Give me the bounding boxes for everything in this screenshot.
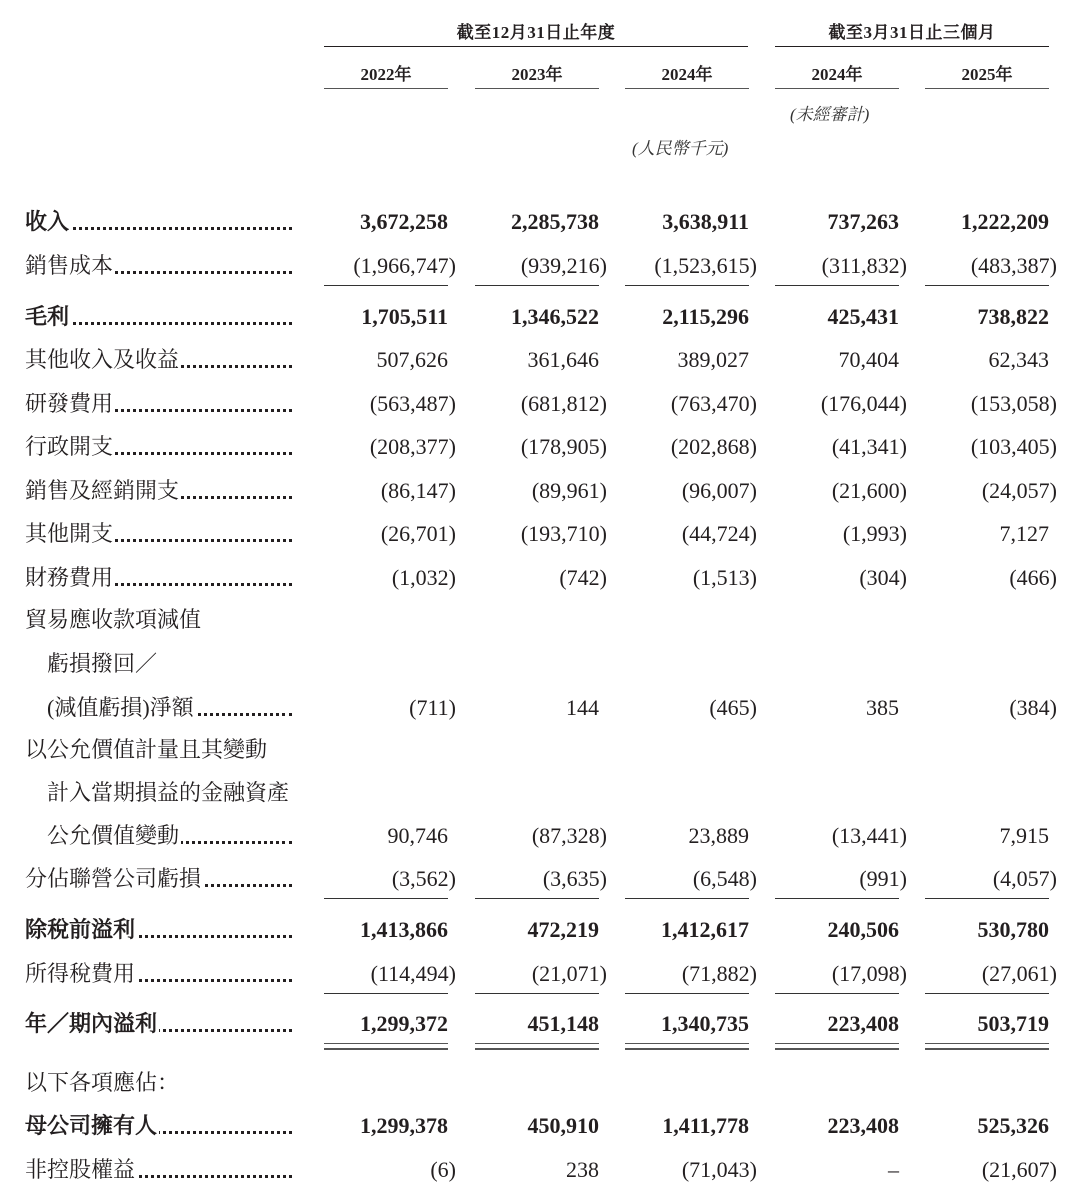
row-label-text: 其他收入及收益	[25, 347, 180, 372]
currency-note: (人民幣千元)	[632, 139, 729, 158]
column-2024-q1	[775, 60, 899, 85]
value-cell	[625, 857, 757, 900]
value-cell	[775, 469, 907, 512]
year-rule	[925, 88, 1049, 89]
value-cell	[324, 425, 456, 468]
year-label: 2022年	[360, 65, 412, 84]
value-text: (4,057)	[992, 866, 1057, 891]
value-text: (17,098)	[831, 961, 907, 986]
value-cell	[925, 556, 1057, 599]
value-text: (304)	[859, 565, 907, 590]
value-cell	[324, 814, 448, 857]
value-text: (24,057)	[981, 478, 1057, 503]
value-cell	[925, 425, 1057, 468]
value-cell	[775, 200, 899, 243]
subtotal-rule	[775, 993, 899, 994]
row-label	[47, 814, 300, 857]
value-text: 7,127	[999, 521, 1049, 546]
value-cell	[925, 1148, 1057, 1191]
value-text: (86,147)	[380, 478, 456, 503]
value-text: (1,032)	[391, 565, 456, 590]
table-row	[0, 469, 1080, 512]
header-annual-rule	[324, 46, 748, 47]
value-text: (44,724)	[681, 521, 757, 546]
value-text: 3,672,258	[360, 209, 448, 234]
value-cell	[324, 686, 456, 729]
value-cell	[925, 512, 1049, 555]
value-text: 450,910	[527, 1113, 599, 1138]
value-cell	[625, 382, 757, 425]
row-label	[25, 512, 300, 555]
total-double-rule	[625, 1043, 749, 1050]
column-2022	[324, 60, 448, 85]
value-text: 738,822	[977, 304, 1049, 329]
value-text: 2,285,738	[511, 209, 599, 234]
value-text: (939,216)	[520, 253, 607, 278]
value-text: (208,377)	[369, 434, 456, 459]
value-cell	[775, 512, 907, 555]
value-cell	[324, 382, 456, 425]
value-cell	[775, 1104, 899, 1147]
table-row	[0, 952, 1080, 995]
value-text: (6)	[430, 1157, 456, 1182]
value-text: (3,635)	[542, 866, 607, 891]
column-2023	[475, 60, 599, 85]
value-cell	[775, 295, 899, 338]
row-label	[25, 469, 300, 512]
row-label	[47, 771, 300, 814]
row-label-text: 收入	[25, 209, 70, 234]
value-cell	[625, 295, 749, 338]
value-cell	[775, 952, 907, 995]
table-row	[0, 425, 1080, 468]
value-text: (742)	[559, 565, 607, 590]
row-label	[25, 908, 300, 951]
value-text: (465)	[709, 695, 757, 720]
table-row	[0, 295, 1080, 338]
value-cell	[324, 1104, 448, 1147]
value-text: (96,007)	[681, 478, 757, 503]
row-label-text: 所得稅費用	[25, 961, 136, 986]
row-label-text: 非控股權益	[25, 1157, 136, 1182]
row-label-text: 年／期內溢利	[25, 1011, 158, 1036]
value-text: (13,441)	[831, 823, 907, 848]
table-row	[0, 200, 1080, 243]
value-text: (89,961)	[531, 478, 607, 503]
value-text: 2,115,296	[662, 304, 749, 329]
value-cell	[475, 512, 607, 555]
row-label	[47, 642, 300, 685]
value-text: 23,889	[688, 823, 749, 848]
value-text: (6,548)	[692, 866, 757, 891]
value-text: (114,494)	[370, 961, 456, 986]
value-cell	[925, 814, 1049, 857]
value-cell	[475, 952, 607, 995]
value-cell	[925, 1002, 1049, 1045]
value-text: (27,061)	[981, 961, 1057, 986]
subtotal-rule	[324, 993, 448, 994]
row-label	[25, 952, 300, 995]
value-cell	[324, 338, 448, 381]
value-text: (176,044)	[820, 391, 907, 416]
row-label	[25, 1104, 300, 1147]
value-text: 503,719	[977, 1011, 1049, 1036]
value-text: (71,043)	[681, 1157, 757, 1182]
value-cell	[625, 338, 749, 381]
value-cell	[324, 1002, 448, 1045]
value-text: 1,705,511	[361, 304, 448, 329]
header-quarter-label: 截至3月31日止三個月	[828, 23, 996, 42]
row-label-text: 銷售成本	[25, 253, 114, 278]
value-text: (41,341)	[831, 434, 907, 459]
value-cell	[775, 686, 899, 729]
value-text: (1,523,615)	[654, 253, 757, 278]
row-label	[47, 686, 300, 729]
value-text: (991)	[859, 866, 907, 891]
value-text: 3,638,911	[662, 209, 749, 234]
row-label-text: (減值虧損)淨額	[47, 695, 194, 720]
header-annual-group	[324, 18, 748, 43]
value-text: 1,413,866	[360, 917, 448, 942]
value-text: (178,905)	[520, 434, 607, 459]
value-text: 1,299,378	[360, 1113, 448, 1138]
table-row	[0, 1104, 1080, 1147]
value-text: (711)	[409, 695, 456, 720]
value-cell	[625, 512, 757, 555]
value-cell	[475, 686, 599, 729]
value-text: 1,411,778	[662, 1113, 749, 1138]
value-text: (21,600)	[831, 478, 907, 503]
value-text: (483,387)	[970, 253, 1057, 278]
row-label	[25, 556, 300, 599]
subtotal-rule	[925, 285, 1049, 286]
value-text: 1,346,522	[511, 304, 599, 329]
value-cell	[925, 952, 1057, 995]
row-label-text: 研發費用	[25, 391, 114, 416]
value-cell	[324, 556, 456, 599]
value-cell	[625, 1148, 757, 1191]
header-quarter-rule	[775, 46, 1049, 47]
row-label-text: 貿易應收款項減值	[25, 607, 202, 632]
value-cell	[475, 1002, 599, 1045]
row-label-text: 分佔聯營公司虧損	[25, 866, 202, 891]
value-cell	[625, 952, 757, 995]
value-text: 507,626	[376, 347, 448, 372]
row-label-text: 毛利	[25, 304, 70, 329]
subtotal-rule	[324, 285, 448, 286]
year-rule	[775, 88, 899, 89]
value-cell	[475, 295, 599, 338]
table-row	[0, 1148, 1080, 1191]
row-label-text: 以下各項應佔：	[25, 1070, 180, 1095]
row-label	[25, 728, 300, 771]
table-row	[0, 1002, 1080, 1045]
row-label	[25, 425, 300, 468]
value-cell	[775, 857, 907, 900]
value-text: 385	[866, 695, 899, 720]
row-label	[25, 598, 300, 641]
value-cell	[324, 857, 456, 900]
row-label-text: 母公司擁有人	[25, 1113, 158, 1138]
value-text: 238	[566, 1157, 599, 1182]
total-double-rule	[324, 1043, 448, 1050]
value-cell	[925, 338, 1049, 381]
value-text: (153,058)	[970, 391, 1057, 416]
subtotal-rule	[625, 285, 749, 286]
value-cell	[475, 857, 607, 900]
value-text: (202,868)	[670, 434, 757, 459]
value-cell	[775, 908, 899, 951]
row-label-text: 行政開支	[25, 434, 114, 459]
value-cell	[475, 425, 607, 468]
table-row	[0, 642, 1080, 685]
value-text: (71,882)	[681, 961, 757, 986]
subtotal-rule	[475, 993, 599, 994]
value-cell	[775, 1148, 899, 1191]
header-quarter-group	[775, 18, 1049, 43]
total-double-rule	[475, 1043, 599, 1050]
value-text: 1,299,372	[360, 1011, 448, 1036]
value-cell	[324, 908, 448, 951]
header-annual-label: 截至12月31日止年度	[456, 23, 616, 42]
value-cell	[324, 469, 456, 512]
value-cell	[475, 338, 599, 381]
row-label	[25, 1002, 300, 1045]
value-text: 451,148	[527, 1011, 599, 1036]
row-label-text: 以公允價值計量且其變動	[25, 737, 268, 762]
value-text: 1,222,209	[961, 209, 1049, 234]
value-text: 737,263	[827, 209, 899, 234]
value-cell	[775, 425, 907, 468]
value-cell	[625, 556, 757, 599]
value-text: (681,812)	[520, 391, 607, 416]
value-cell	[324, 952, 456, 995]
value-text: 530,780	[977, 917, 1049, 942]
value-cell	[475, 469, 607, 512]
value-text: (87,328)	[531, 823, 607, 848]
value-cell	[925, 1104, 1049, 1147]
row-label-text: 虧損撥回／	[47, 651, 158, 676]
value-cell	[625, 200, 749, 243]
year-label: 2023年	[511, 65, 563, 84]
year-label: 2025年	[961, 65, 1013, 84]
row-label-text: 除稅前溢利	[25, 917, 136, 942]
value-cell	[475, 908, 599, 951]
value-text: 144	[566, 695, 599, 720]
table-row	[0, 244, 1080, 287]
value-cell	[775, 382, 907, 425]
value-cell	[475, 382, 607, 425]
value-cell	[775, 556, 907, 599]
value-cell	[925, 908, 1049, 951]
row-label	[25, 857, 300, 900]
value-text: –	[888, 1157, 899, 1182]
column-2024-annual	[625, 60, 749, 85]
value-text: (384)	[1009, 695, 1057, 720]
subtotal-rule	[324, 898, 448, 899]
value-cell	[925, 857, 1057, 900]
value-cell	[925, 295, 1049, 338]
table-row	[0, 857, 1080, 900]
value-text: (563,487)	[369, 391, 456, 416]
value-text: (1,966,747)	[353, 253, 456, 278]
value-cell	[475, 200, 599, 243]
subtotal-rule	[475, 285, 599, 286]
value-text: 1,412,617	[661, 917, 749, 942]
value-text: 7,915	[999, 823, 1049, 848]
subtotal-rule	[625, 898, 749, 899]
value-text: 223,408	[827, 1113, 899, 1138]
table-row	[0, 908, 1080, 951]
year-rule	[324, 88, 448, 89]
row-label	[25, 200, 300, 243]
value-text: 90,746	[387, 823, 448, 848]
value-text: 70,404	[838, 347, 899, 372]
row-label	[25, 382, 300, 425]
value-cell	[324, 295, 448, 338]
value-cell	[625, 1104, 749, 1147]
value-text: 223,408	[827, 1011, 899, 1036]
value-cell	[475, 556, 607, 599]
value-text: (21,607)	[981, 1157, 1057, 1182]
table-row	[0, 686, 1080, 729]
value-text: 62,343	[988, 347, 1049, 372]
table-row	[0, 814, 1080, 857]
value-cell	[475, 244, 607, 287]
total-double-rule	[925, 1043, 1049, 1050]
value-cell	[775, 244, 907, 287]
year-rule	[475, 88, 599, 89]
value-cell	[475, 814, 607, 857]
value-text: (1,513)	[692, 565, 757, 590]
table-row	[0, 598, 1080, 641]
value-text: (763,470)	[670, 391, 757, 416]
subtotal-rule	[475, 898, 599, 899]
table-row	[0, 1061, 1080, 1104]
subtotal-rule	[925, 898, 1049, 899]
value-cell	[625, 469, 757, 512]
row-label	[25, 1148, 300, 1191]
value-text: 240,506	[827, 917, 899, 942]
row-label	[25, 338, 300, 381]
value-cell	[925, 244, 1057, 287]
row-label-text: 計入當期損益的金融資產	[47, 780, 290, 805]
value-text: 389,027	[677, 347, 749, 372]
value-text: 472,219	[527, 917, 599, 942]
subtotal-rule	[775, 285, 899, 286]
table-row	[0, 771, 1080, 814]
value-cell	[625, 908, 749, 951]
value-text: (311,832)	[821, 253, 907, 278]
value-cell	[475, 1104, 599, 1147]
unaudited-note: (未經審計)	[790, 105, 870, 124]
value-text: 361,646	[527, 347, 599, 372]
table-row	[0, 728, 1080, 771]
year-label: 2024年	[661, 65, 713, 84]
row-label-text: 銷售及經銷開支	[25, 478, 180, 503]
value-text: (3,562)	[391, 866, 456, 891]
value-text: (193,710)	[520, 521, 607, 546]
table-row	[0, 338, 1080, 381]
value-cell	[625, 244, 757, 287]
year-rule	[625, 88, 749, 89]
value-text: (21,071)	[531, 961, 607, 986]
column-2025-q1	[925, 60, 1049, 85]
value-cell	[625, 1002, 749, 1045]
value-cell	[324, 200, 448, 243]
value-text: 425,431	[827, 304, 899, 329]
value-cell	[775, 1002, 899, 1045]
table-row	[0, 512, 1080, 555]
value-cell	[925, 686, 1057, 729]
value-text: (1,993)	[842, 521, 907, 546]
row-label	[25, 295, 300, 338]
row-label	[25, 1061, 300, 1104]
subtotal-rule	[625, 993, 749, 994]
value-cell	[625, 686, 757, 729]
value-cell	[625, 425, 757, 468]
value-text: 1,340,735	[661, 1011, 749, 1036]
value-cell	[324, 512, 456, 555]
row-label	[25, 244, 300, 287]
value-text: (103,405)	[970, 434, 1057, 459]
value-cell	[324, 1148, 456, 1191]
subtotal-rule	[775, 898, 899, 899]
value-text: (466)	[1009, 565, 1057, 590]
subtotal-rule	[925, 993, 1049, 994]
total-double-rule	[775, 1043, 899, 1050]
value-cell	[775, 338, 899, 381]
value-text: (26,701)	[380, 521, 456, 546]
value-cell	[925, 382, 1057, 425]
row-label-text: 財務費用	[25, 565, 114, 590]
table-row	[0, 556, 1080, 599]
value-cell	[324, 244, 456, 287]
value-cell	[775, 814, 907, 857]
value-cell	[925, 469, 1057, 512]
table-row	[0, 382, 1080, 425]
value-cell	[925, 200, 1049, 243]
row-label-text: 公允價值變動	[47, 823, 180, 848]
value-text: 525,326	[977, 1113, 1049, 1138]
value-cell	[475, 1148, 599, 1191]
row-label-text: 其他開支	[25, 521, 114, 546]
year-label: 2024年	[811, 65, 863, 84]
value-cell	[625, 814, 749, 857]
